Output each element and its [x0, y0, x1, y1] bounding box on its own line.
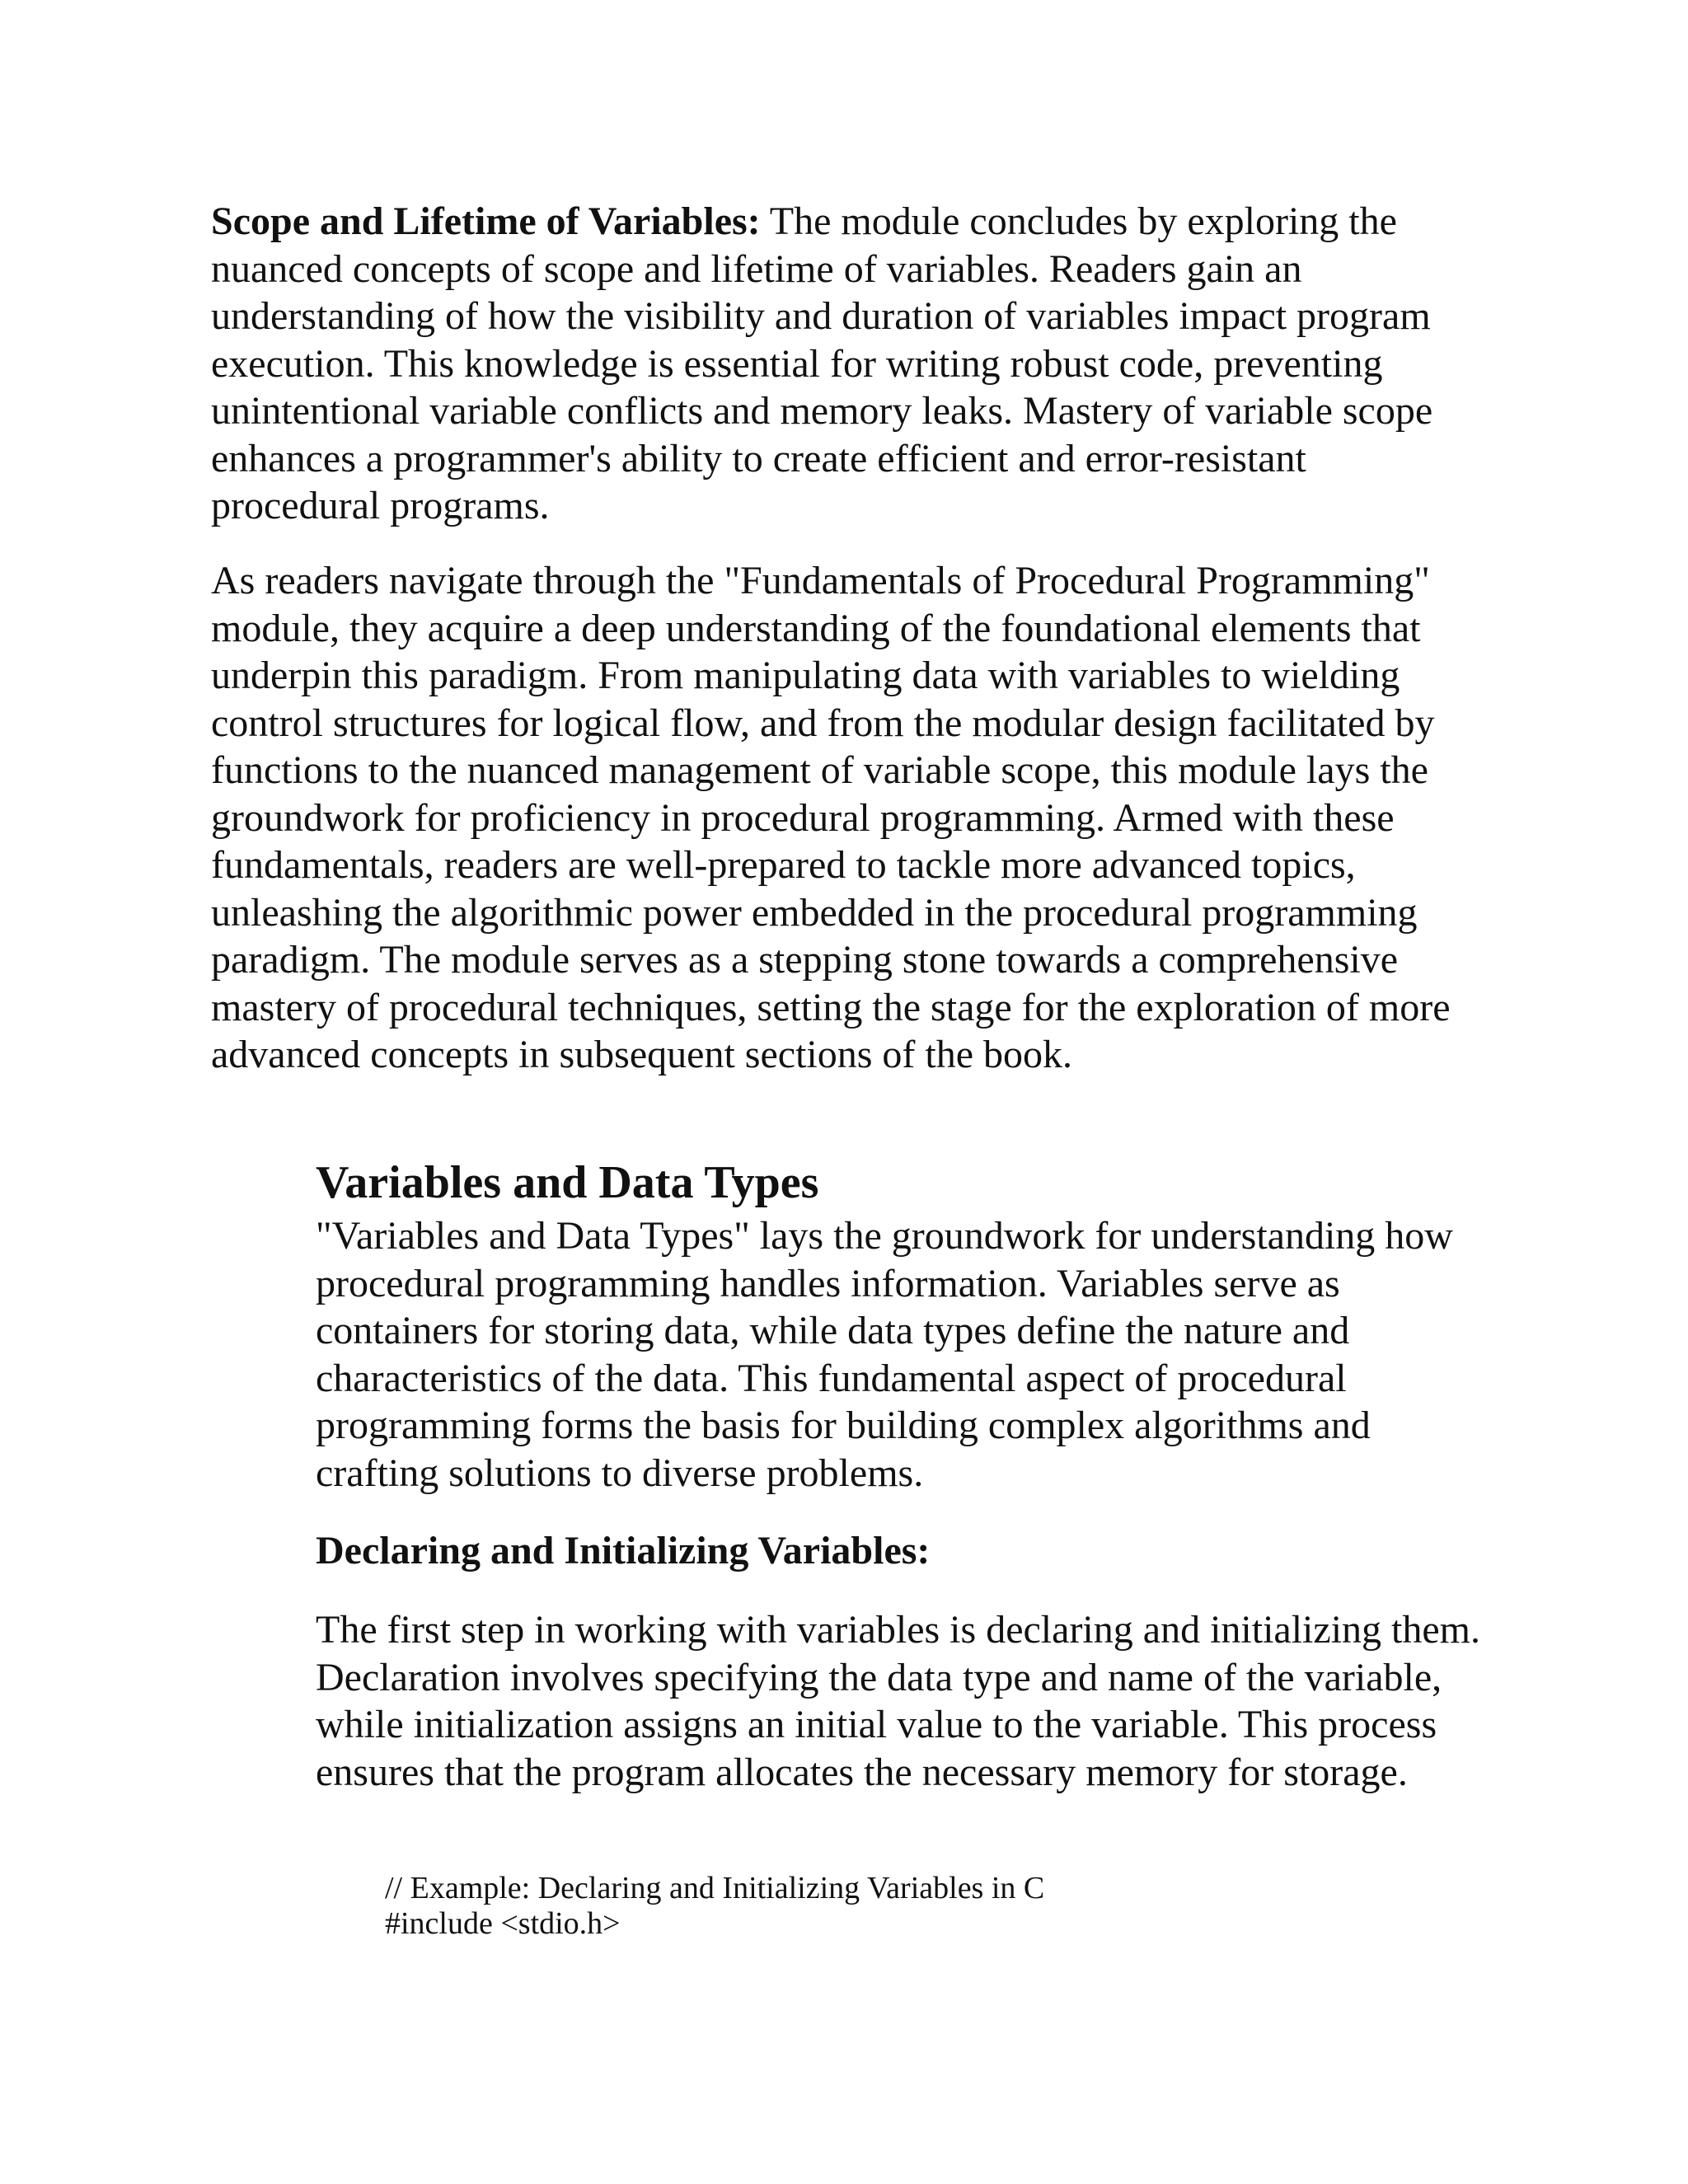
declaring-initializing-paragraph: The first step in working with variables is declaring and initializing them. Declaration involves specifying the data type and name of the variable, while initialization assigns an initial value to the variable. This process ensures that the program allocates the necessary memory for storage. [316, 1608, 1480, 1794]
code-line-comment: // Example: Declaring and Initializing Variables in C [385, 1871, 1045, 1905]
scope-lifetime-heading: Scope and Lifetime of Variables: [211, 199, 761, 243]
scope-lifetime-paragraph [211, 198, 1480, 530]
module-summary-paragraph: As readers navigate through the "Fundamentals of Procedural Programming" module, they acquire a deep understanding of the foundational elements that underpin this paradigm. From manipulating data with variables to wielding control structures for logical flow, and from the modular design facilitated by functions to the nuanced management of variable scope, this module lays the groundwork for proficiency in procedural programming. Armed with these fundamentals, readers are well-prepared to tackle more advanced topics, unleashing the algorithmic power embedded in the procedural programming paradigm. The module serves as a stepping stone towards a comprehensive mastery of procedural techniques, setting the stage for the exploration of more advanced concepts in subsequent sections of the book. [211, 559, 1451, 1076]
scope-lifetime-text: The module concludes by exploring the nuanced concepts of scope and lifetime of variables. Readers gain an understanding of how the visibility and duration of variables impact program execution. This knowledge is essential for writing robust code, preventing unintentional variable conflicts and memory leaks. Mastery of variable scope enhances a programmer's ability to create efficient and error-resistant procedural programs. [211, 199, 1433, 527]
code-example [385, 1871, 1456, 1942]
declaring-initializing-heading: Declaring and Initializing Variables: [316, 1529, 931, 1572]
variables-data-types-heading: Variables and Data Types [316, 1157, 819, 1208]
variables-data-types-paragraph: "Variables and Data Types" lays the groundwork for understanding how procedural programming handles information. Variables serve as containers for storing data, while data types define the nature and characteristics of the data. This fundamental aspect of procedural programming forms the basis for building complex algorithms and crafting solutions to diverse problems. [316, 1214, 1453, 1495]
code-line-include: #include <stdio.h> [385, 1906, 621, 1941]
